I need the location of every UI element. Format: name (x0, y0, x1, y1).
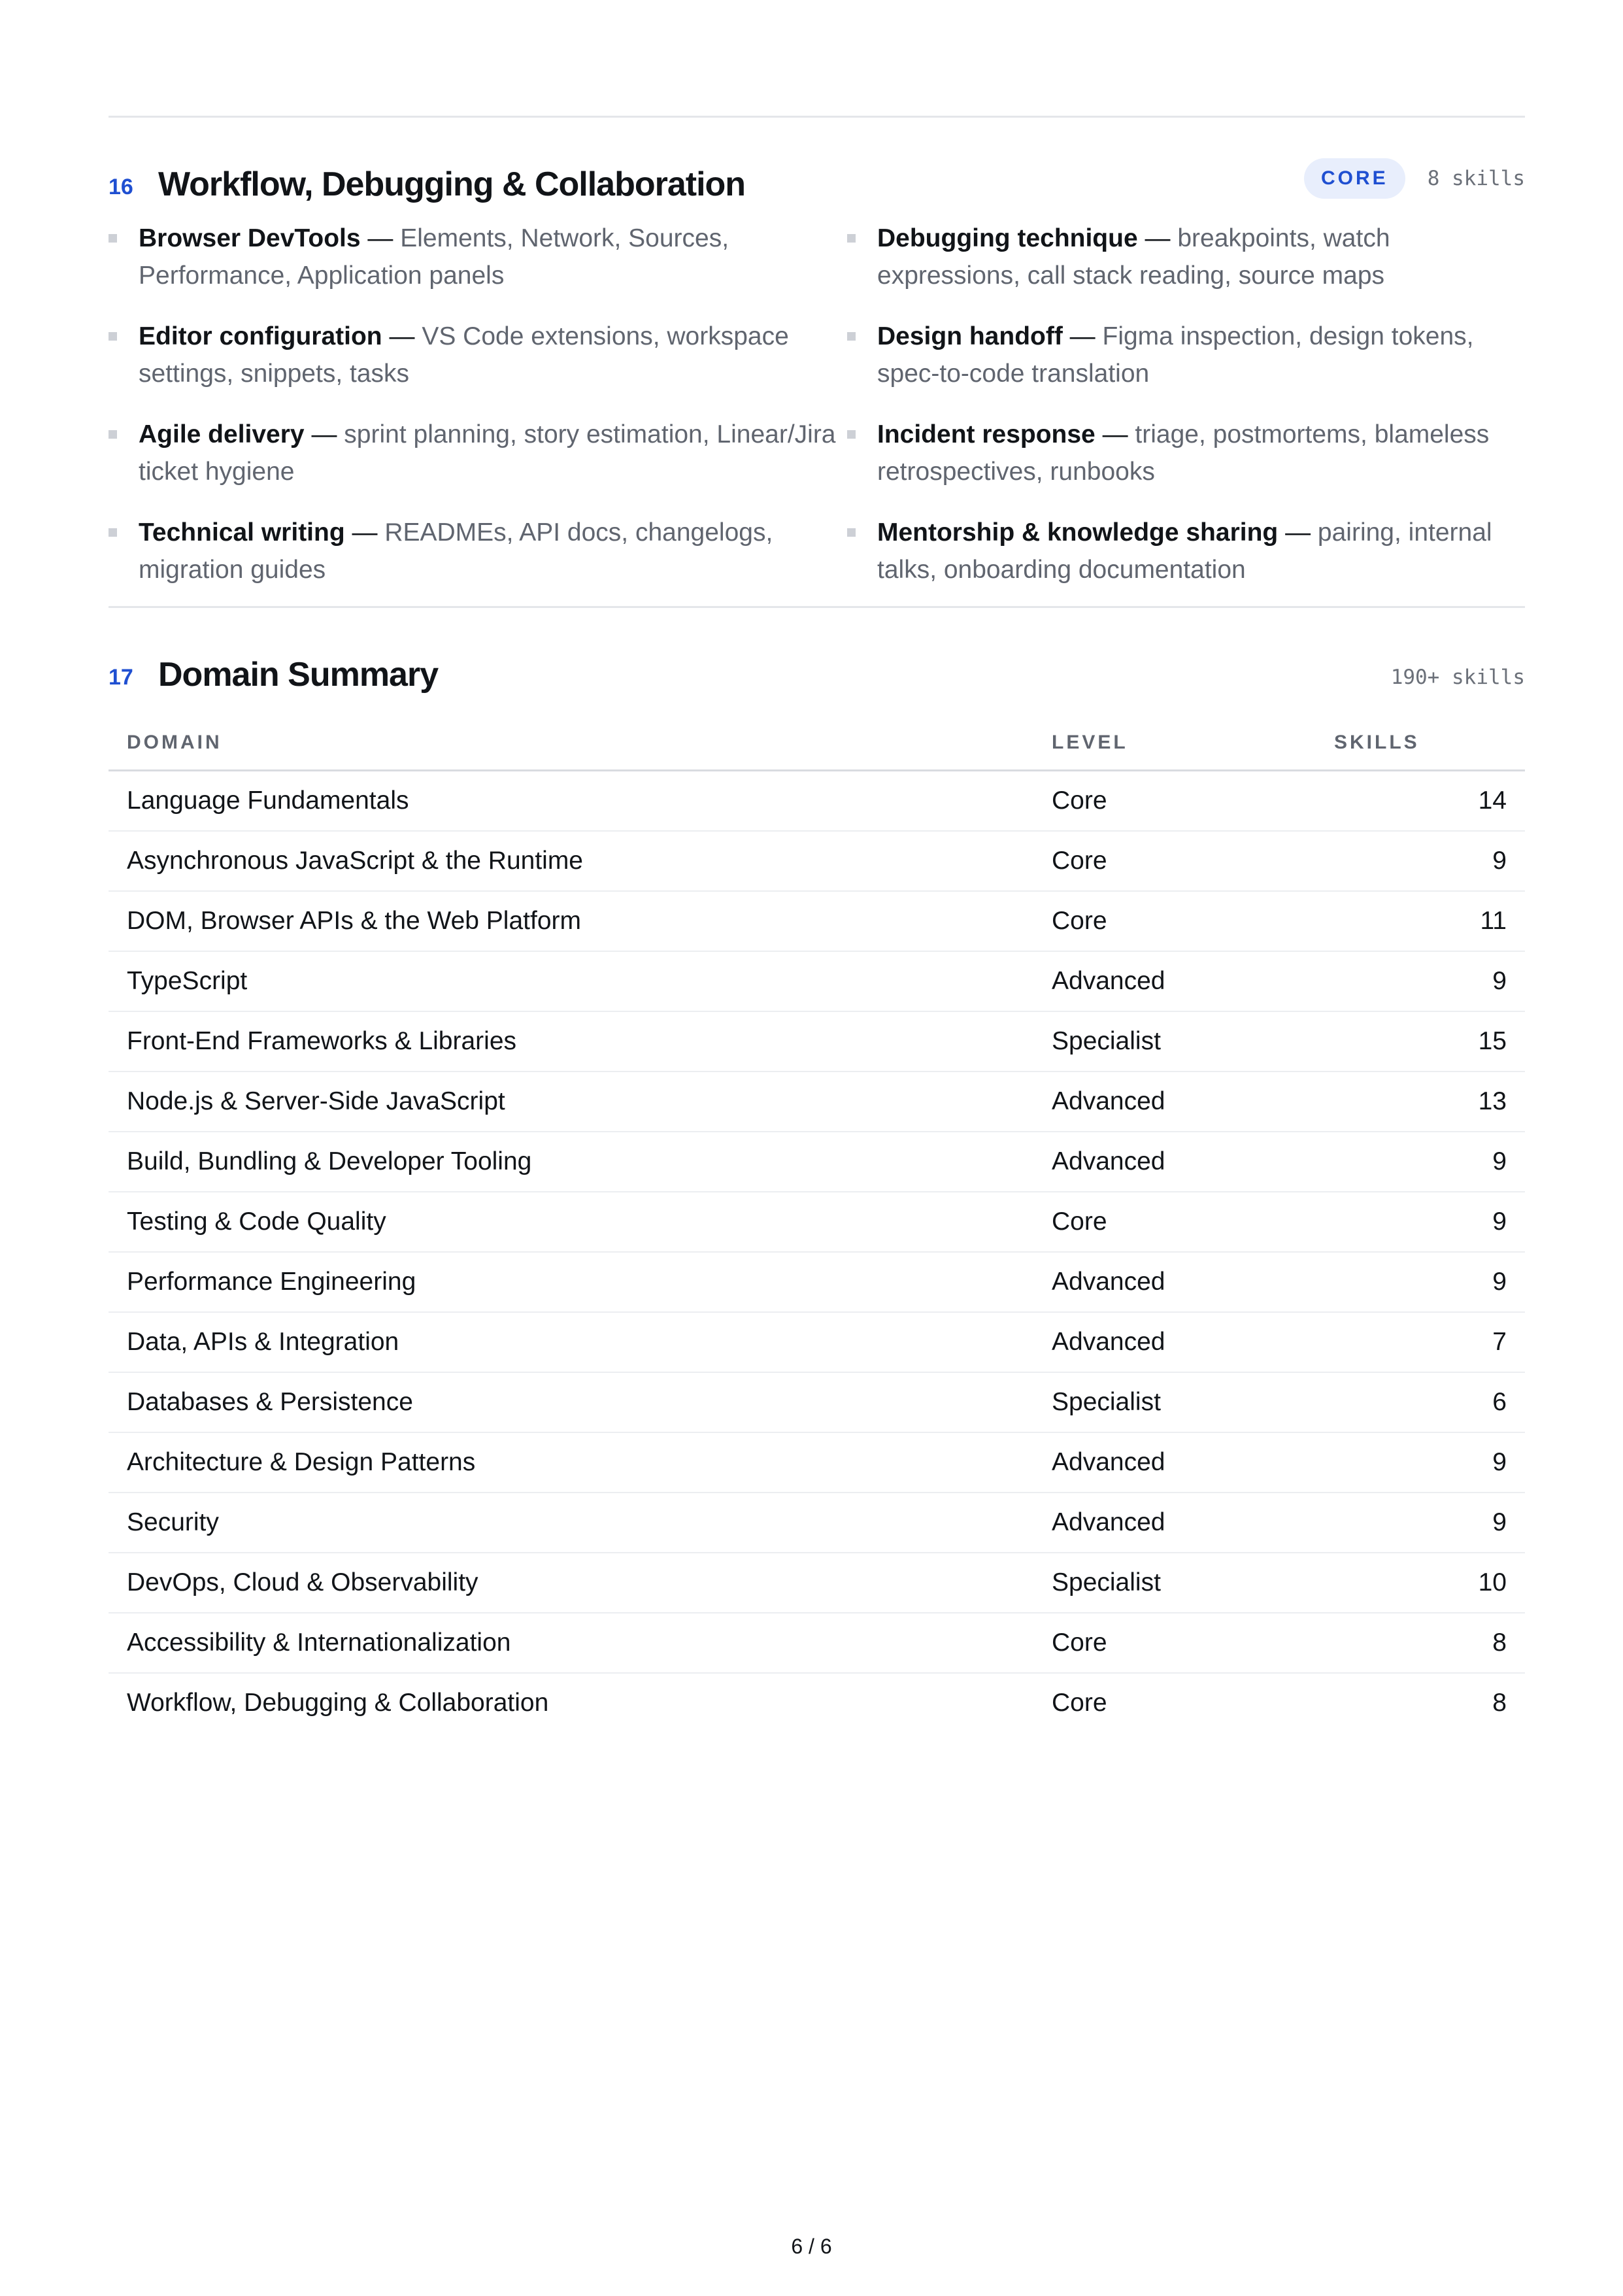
domain-cell: Security (109, 1493, 1033, 1553)
domain-cell: Workflow, Debugging & Collaboration (127, 1689, 549, 1717)
section-16-header (109, 152, 1525, 204)
table-row (109, 1312, 1525, 1372)
level-cell: Advanced (1033, 1132, 1316, 1192)
level-cell: Core (1033, 771, 1316, 832)
skill-item: Browser DevTools — Elements, Network, Sources, Performance, Application panels (109, 220, 847, 294)
domain-cell: Accessibility & Internationalization (109, 1613, 1033, 1673)
level-cell: Specialist (1033, 1372, 1316, 1432)
skills-cell: 9 (1316, 1252, 1525, 1312)
domain-cell: Architecture & Design Patterns (109, 1432, 1033, 1493)
skill-name: Debugging technique (877, 224, 1138, 252)
domain-cell: Node.js & Server-Side JavaScript (109, 1072, 1033, 1132)
skills-cell: 7 (1316, 1312, 1525, 1372)
level-cell: Advanced (1033, 1312, 1316, 1372)
table-row (109, 1252, 1525, 1312)
section-meta (1304, 158, 1525, 199)
skill-description: Elements, Network, Sources, Performance, Application panels (139, 224, 729, 290)
domain-cell: Asynchronous JavaScript & the Runtime (109, 831, 1033, 891)
level-cell: Core (1033, 1192, 1316, 1252)
skill-description: READMEs, API docs, changelogs, migration guides (139, 518, 773, 584)
level-cell: Core (1033, 1613, 1316, 1673)
skill-list (109, 220, 1525, 588)
skill-description: Figma inspection, design tokens, spec-to-code translation (877, 322, 1474, 388)
level-cell: Specialist (1033, 1011, 1316, 1072)
skills-cell: 14 (1316, 771, 1525, 832)
column-header-domain: DOMAIN (109, 716, 1033, 771)
table-row (109, 1432, 1525, 1493)
domain-summary-table (109, 716, 1525, 1732)
table-row (109, 1493, 1525, 1553)
domain-cell: Front-End Frameworks & Libraries (109, 1011, 1033, 1072)
skills-cell: 8 (1492, 1689, 1507, 1717)
section-title: Domain Summary (158, 656, 439, 694)
domain-cell: TypeScript (109, 951, 1033, 1011)
column-header-level: LEVEL (1033, 716, 1316, 771)
domain-cell: Language Fundamentals (109, 771, 1033, 832)
level-cell: Advanced (1033, 1252, 1316, 1312)
table-row (109, 1132, 1525, 1192)
domain-cell: DOM, Browser APIs & the Web Platform (109, 891, 1033, 951)
skills-cell: 9 (1316, 1132, 1525, 1192)
column-header-skills: SKILLS (1316, 716, 1525, 771)
level-badge: CORE (1304, 158, 1405, 199)
section-number: 16 (109, 175, 133, 199)
skill-count: 8 skills (1427, 167, 1525, 190)
skills-cell: 11 (1316, 891, 1525, 951)
skills-cell: 9 (1316, 1493, 1525, 1553)
skill-item: Editor configuration — VS Code extensions, workspace settings, snippets, tasks (109, 318, 847, 392)
skill-description: breakpoints, watch expressions, call stack reading, source maps (877, 224, 1390, 290)
section-number: 17 (109, 665, 133, 690)
skills-cell: 6 (1316, 1372, 1525, 1432)
domain-cell: Data, APIs & Integration (109, 1312, 1033, 1372)
domain-cell: Databases & Persistence (109, 1372, 1033, 1432)
skill-description: triage, postmortems, blameless retrospectives, runbooks (877, 420, 1490, 486)
skill-name: Agile delivery (139, 420, 305, 448)
table-row (109, 1613, 1525, 1673)
bullet-icon (847, 430, 856, 439)
level-cell: Specialist (1033, 1553, 1316, 1613)
skill-description: sprint planning, story estimation, Linear/Jira ticket hygiene (139, 420, 836, 486)
table-row (109, 1192, 1525, 1252)
table-row (109, 891, 1525, 951)
level-cell: Core (1033, 831, 1316, 891)
skills-cell: 8 (1316, 1613, 1525, 1673)
skills-cell: 9 (1316, 951, 1525, 1011)
bullet-icon (847, 234, 856, 243)
bullet-icon (109, 528, 117, 537)
domain-cell: Performance Engineering (109, 1252, 1033, 1312)
table-row (109, 1553, 1525, 1613)
section-meta (1391, 666, 1525, 689)
skill-item: Agile delivery — sprint planning, story estimation, Linear/Jira ticket hygiene (109, 416, 847, 490)
level-cell: Core (1052, 1689, 1107, 1717)
domain-cell: Build, Bundling & Developer Tooling (109, 1132, 1033, 1192)
bullet-icon (109, 234, 117, 243)
bullet-icon (109, 430, 117, 439)
skill-description: VS Code extensions, workspace settings, snippets, tasks (139, 322, 789, 388)
bullet-icon (109, 332, 117, 341)
table-header-row (109, 716, 1525, 771)
bullet-icon (847, 528, 856, 537)
skill-count: 190+ skills (1390, 666, 1525, 689)
section-divider (109, 606, 1525, 608)
skills-cell: 9 (1316, 1432, 1525, 1493)
skills-cell: 10 (1316, 1553, 1525, 1613)
skill-name: Editor configuration (139, 322, 382, 350)
top-divider (109, 116, 1525, 118)
skills-cell: 13 (1316, 1072, 1525, 1132)
skill-item: Incident response — triage, postmortems, blameless retrospectives, runbooks (847, 416, 1525, 490)
bullet-icon (847, 332, 856, 341)
table-row (109, 771, 1525, 832)
skills-cell: 9 (1316, 831, 1525, 891)
section-17-header (109, 642, 1525, 694)
skill-item: Design handoff — Figma inspection, design tokens, spec-to-code translation (847, 318, 1525, 392)
skill-name: Design handoff (877, 322, 1063, 350)
skill-item: Technical writing — READMEs, API docs, changelogs, migration guides (109, 514, 847, 588)
level-cell: Advanced (1033, 1072, 1316, 1132)
skill-name: Mentorship & knowledge sharing (877, 518, 1279, 547)
domain-cell: Testing & Code Quality (109, 1192, 1033, 1252)
skill-item: Debugging technique — breakpoints, watch expressions, call stack reading, source maps (847, 220, 1525, 294)
table-row (109, 831, 1525, 891)
level-cell: Advanced (1033, 1493, 1316, 1553)
table-row (109, 1072, 1525, 1132)
skill-name: Incident response (877, 420, 1096, 448)
skill-name: Technical writing (139, 518, 345, 547)
skills-cell: 15 (1316, 1011, 1525, 1072)
page-number: 6 / 6 (791, 2235, 832, 2258)
table-row (109, 1673, 1525, 1732)
skill-description: pairing, internal talks, onboarding documentation (877, 518, 1492, 584)
skills-cell: 9 (1316, 1192, 1525, 1252)
table-row (109, 1372, 1525, 1432)
table-row (109, 951, 1525, 1011)
level-cell: Advanced (1033, 1432, 1316, 1493)
level-cell: Advanced (1033, 951, 1316, 1011)
level-cell: Core (1033, 891, 1316, 951)
section-title: Workflow, Debugging & Collaboration (158, 165, 746, 203)
skill-name: Browser DevTools (139, 224, 361, 252)
table-row (109, 1011, 1525, 1072)
domain-cell: DevOps, Cloud & Observability (109, 1553, 1033, 1613)
skill-item: Mentorship & knowledge sharing — pairing, internal talks, onboarding documentation (847, 514, 1525, 588)
